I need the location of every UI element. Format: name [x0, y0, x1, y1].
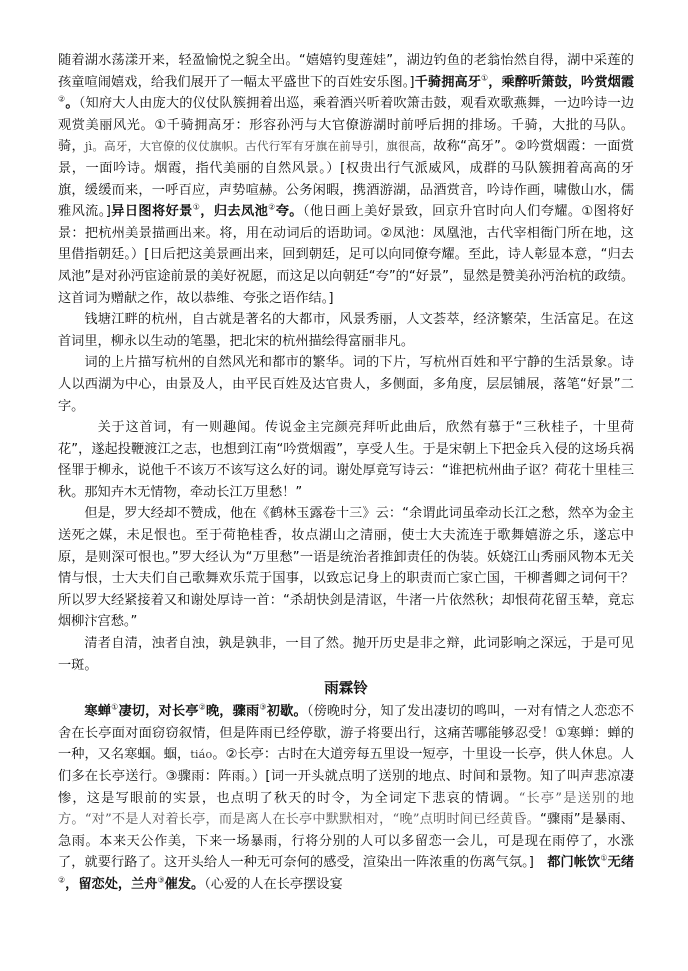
note: 。高牙，大官僚的仪仗旗帜。古代行军有牙旗在前导引，旗很高， — [92, 139, 434, 154]
poem-line: ，乘醉听箫鼓，吟赏烟霞 — [488, 74, 635, 90]
footnote-marker: ① — [600, 853, 608, 863]
paragraph-6: 清者自清，浊者自浊，孰是孰非，一目了然。抛开历史是非之辩，此词影响之深远，于是可见一斑。 — [58, 636, 634, 673]
pinyin: tiáo — [190, 747, 213, 762]
footnote-marker: ② — [58, 875, 66, 885]
paragraph-7 — [58, 701, 634, 895]
poem-line: 。 — [65, 96, 79, 112]
text: （傍晚时分，知了发出凄切的鸣叫，一对有情之人恋恋不舍在长亭面对面窃窃叙情，但是阵雨已经停歇，游子将要出行，这痛苦哪能够忍受！①寒蝉：蝉的一种，又名寒蝈。蝈， — [58, 704, 635, 763]
section-title: 雨霖铃 — [324, 681, 368, 698]
paragraph-2: 钱塘江畔的杭州，自古就是著名的大都市，风景秀丽，人文荟萃，经济繁荣，生活富足。在这首词里，柳永以生动的笔墨，把北宋的杭州描绘得富丽非凡。 — [58, 312, 634, 349]
paragraph-4: 关于这首词，有一则趣闻。传说金主完颜亮拜听此曲后，欣然有慕于“三秋桂子，十里荷花”，遂起投鞭渡江之志，也想到江南“吟赏烟霞”，享受人生。于是宋朝上下把金兵入侵的这场兵祸怪罪于柳永，说他千不该万不该写这么好的词。谢处厚竟写诗云：“谁把杭州曲子讴？荷花十里桂三秋。那知卉木无情物，牵动长江万里愁！” — [58, 420, 634, 500]
poem-line: 异日图将好景 — [110, 204, 193, 220]
footnote-marker: ① — [480, 73, 489, 83]
footnote-marker: ② — [198, 702, 206, 712]
poem-line: 都门帐饮 — [547, 855, 601, 871]
poem-line: 无绪 — [607, 855, 635, 871]
poem-line: ，归去凤池 — [200, 204, 269, 220]
paragraph-1 — [58, 50, 634, 309]
poem-line: 初歇。 — [266, 704, 307, 720]
text: 故称“高牙”。②吟赏烟霞：一面赏景，一面吟诗。烟霞，指代美丽的自然风景。）[权贵出行气派威风，成群的马队簇拥着高高的牙旗，缓缓而来，一呼百应，声势喧赫。公务闲暇，携酒游湖，品酒赏音，吟诗作画，啸傲山水，儒雅风流。] — [58, 139, 634, 220]
text: 随着湖水荡漾开来，轻盈愉悦之貌全出。“嬉嬉钓叟莲娃”，湖边钓鱼的老翁怡然自得，湖中采莲的孩童喧闹嬉戏，给我们展开了一幅太平盛世下的百姓安乐图。] — [58, 53, 634, 90]
poem-line: 晚，骤雨 — [205, 704, 260, 720]
footnote-marker: ① — [192, 202, 201, 212]
poem-line: ，留恋处，兰舟 — [65, 876, 158, 892]
text: （心爱的人在长亭摆设宴 — [204, 876, 343, 892]
poem-line: 千骑拥高牙 — [414, 74, 481, 90]
footnote-marker: ③ — [157, 875, 165, 885]
poem-line: 凄切，对长亭 — [118, 704, 199, 720]
poem-line: 夸。 — [275, 204, 303, 220]
text: “长亭”是送别的地方。“对”不是人对着长亭，而是离人在长亭中默默相对，“晚”点明时间已经黄昏。 — [58, 790, 634, 828]
pinyin: jì — [84, 139, 93, 154]
text: “骤雨”是暴雨、急雨。本来天公作美，下来一场暴雨，行将分别的人可以多留恋一会儿，可是现在雨停了，水涨了，就要行路了。这开头给人一种无可奈何的感受，渲染出一阵浓重的伤离气氛。] — [58, 812, 634, 871]
poem-line: 催发。 — [164, 876, 205, 892]
paragraph-3: 词的上片描写杭州的自然风光和都市的繁华。词的下片，写杭州百姓和平宁静的生活景象。诗人以西湖为中心，由景及人，由平民百姓及达官贵人，多侧面，多角度，层层铺展，落笔“好景”二字。 — [58, 355, 634, 414]
footnote-marker: ② — [58, 94, 66, 104]
paragraph-5: 但是，罗大经却不赞成，他在《鹤林玉露卷十三》云：“余谓此词虽牵动长江之愁，然卒为金主送死之媒，未足恨也。至于荷艳桂香，妆点湖山之清丽，使士大夫流连于歌舞嬉游之乐，遂忘中原，是则深可恨也。”罗大经认为“万里愁”一语是统治者推卸责任的伪装。妖娆江山秀丽风物本无关情与恨，士大夫们自己歌舞欢乐荒于国事，以致忘记身上的职责而亡家亡国，干柳耆卿之词何干？所以罗大经紧接着又和谢处厚诗一首：“杀胡快剑是清讴，牛渚一片依然秋；却恨荷花留玉辇，竟忘烟柳汴宫愁。” — [58, 506, 634, 630]
footnote-marker: ① — [111, 702, 119, 712]
text: 。②长亭：古时在大道旁每五里设一短亭，十里设一长亭，供人休息。人们多在长亭送行。③骤雨：阵雨。）[词一开头就点明了送别的地点、时间和景物。知了叫声悲凉凄惨，这是写眼前的实景，也点明了秋天的时令，为全词定下悲哀的情调。 — [58, 747, 635, 806]
footnote-marker: ③ — [259, 702, 267, 712]
poem-line: 寒蝉 — [84, 704, 112, 720]
footnote-marker: ② — [268, 202, 276, 212]
document-page — [58, 50, 634, 896]
text: （他日画上美好景致，回京升官时向人们夸耀。①图将好景：把杭州美景描画出来。将，用在动词后的语助词。②凤池：凤凰池，古代宰相衙门所在地，这里借指朝廷。）[日后把这美景画出来，回到朝廷，足可以向同僚夸耀。至此，诗人彰显本意，“归去凤池”是对孙沔宦途前景的美好祝愿，而这足以向朝廷“夸”的“好景”，显然是赞美孙沔治杭的政绩。这首词为赠献之作，故以恭维、夸张之语作结。] — [58, 204, 634, 306]
text: （知府大人由庞大的仪仗队簇拥着出巡，乘着酒兴听着吹箫击鼓，观看欢歌燕舞，一边吟诗一边观赏美丽风光。①千骑拥高牙：形容孙沔与大官僚游湖时前呼后拥的排场。千骑，大批的马队。骑， — [58, 96, 635, 155]
